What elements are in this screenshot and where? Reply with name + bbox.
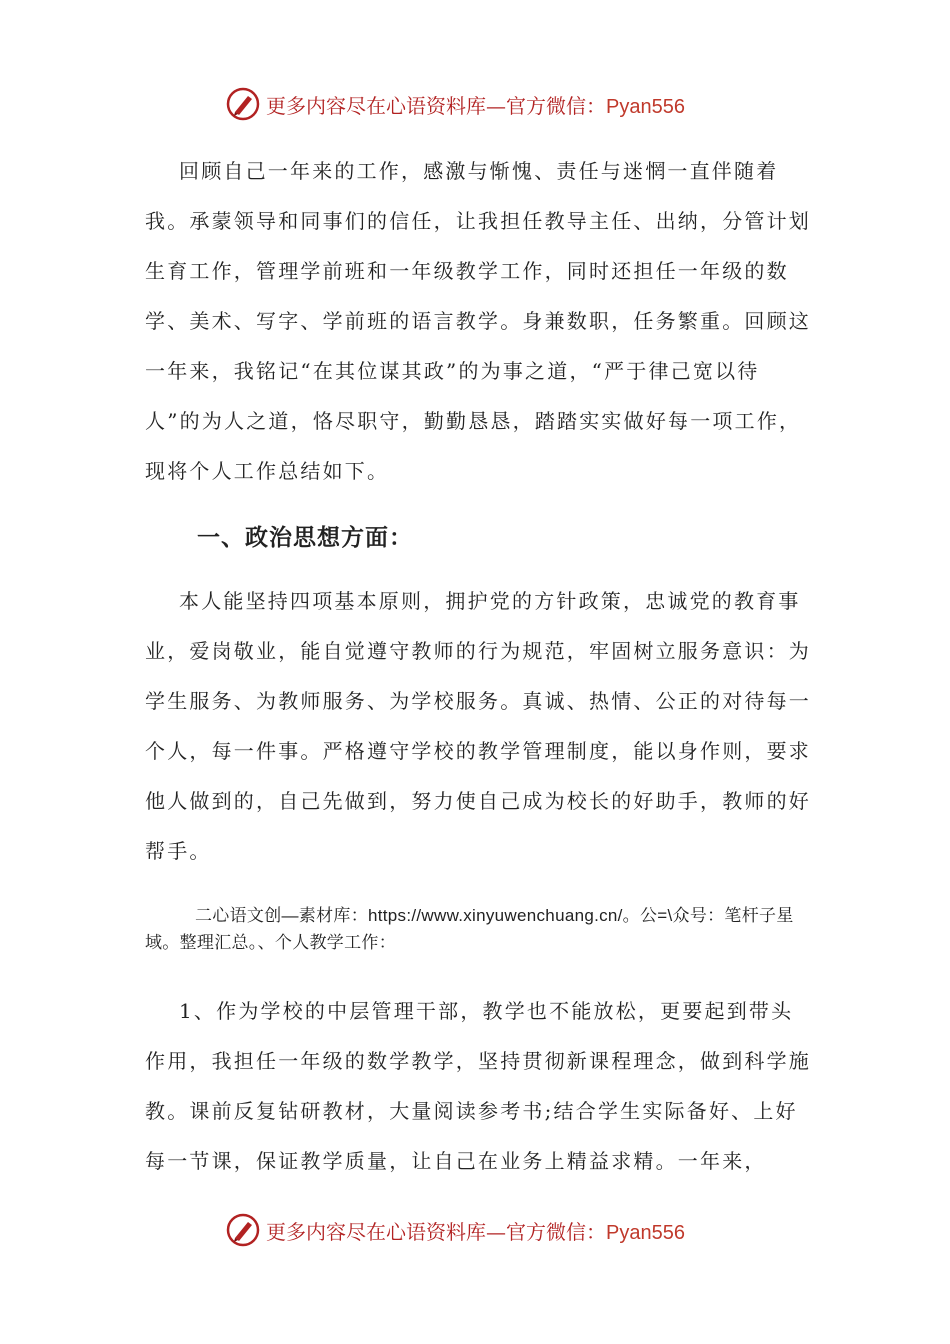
banner-wechat-id: Pyan556 (606, 1221, 685, 1244)
banner-wechat-id: Pyan556 (606, 95, 685, 118)
teaching-item-1: 1、作为学校的中层管理干部，教学也不能放松，更要起到带头作用，我担任一年级的数学教学，坚持贯彻新课程理念，做到科学施教。课前反复钻研教材，大量阅读参考书;结合学生实际备好、上好每一节课，保证教学质量，让自己在业务上精益求精。一年来， (145, 999, 811, 1173)
politics-paragraph: 本人能坚持四项基本原则，拥护党的方针政策，忠诚党的教育事业，爱岗敬业，能自觉遵守教师的行为规范，牢固树立服务意识：为学生服务、为教师服务、为学校服务。真诚、热情、公正的对待每一个人，每一件事。严格遵守学校的教学管理制度，能以身作则，要求他人做到的，自己先做到，努力使自己成为校长的好助手，教师的好帮手。 (145, 589, 811, 863)
document-body (145, 146, 815, 1186)
banner-text: 更多内容尽在心语资料库—官方微信： (266, 93, 606, 118)
section-heading-politics: 一、政治思想方面： (197, 525, 413, 551)
header-banner (226, 86, 746, 122)
source-note: 二心语文创—素材库：https://www.xinyuwenchuang.cn/。公=\众号：笔杆子星域。整理汇总。、个人教学工作： (145, 906, 794, 952)
banner-text: 更多内容尽在心语资料库—官方微信： (266, 1219, 606, 1244)
intro-paragraph: 回顾自己一年来的工作，感激与惭愧、责任与迷惘一直伴随着我。承蒙领导和同事们的信任，让我担任教导主任、出纳，分管计划生育工作，管理学前班和一年级教学工作，同时还担任一年级的数学、美术、写字、学前班的语言教学。身兼数职，任务繁重。回顾这一年来，我铭记“在其位谋其政”的为事之道，“严于律己宽以待人”的为人之道，恪尽职守，勤勤恳恳，踏踏实实做好每一项工作，现将个人工作总结如下。 (145, 159, 811, 483)
pen-logo-icon (226, 87, 260, 121)
footer-banner (226, 1212, 746, 1248)
pen-logo-icon (226, 1213, 260, 1247)
